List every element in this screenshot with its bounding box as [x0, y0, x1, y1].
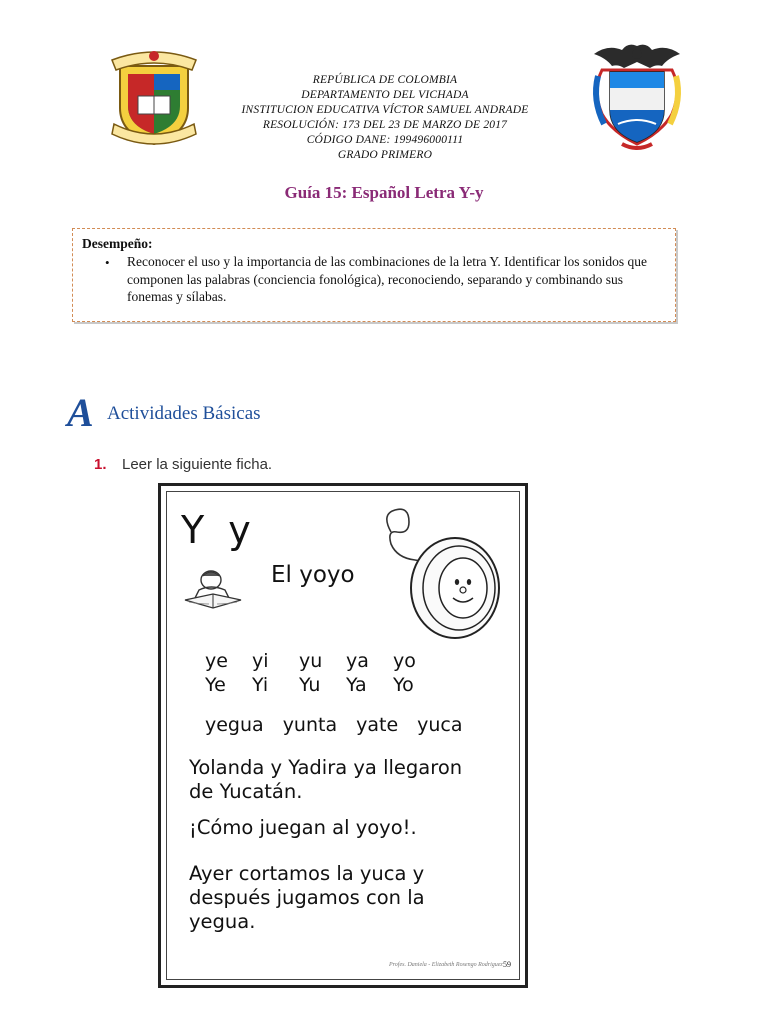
vocabulary-word: yegua: [205, 714, 264, 736]
card-sentence-2: ¡Cómo juegan al yoyo!.: [189, 816, 417, 839]
syllable: yu: [299, 650, 323, 672]
header-line-resolution: RESOLUCIÓN: 173 DEL 23 DE MARZO DE 2017: [262, 119, 508, 131]
guide-title: Guía 15: Español Letra Y-y: [284, 183, 484, 202]
card-sentence-1: Yolanda y Yadira ya llegaron de Yucatán.: [189, 756, 463, 803]
syllable: Yu: [299, 674, 321, 696]
header-line-department: DEPARTAMENTO DEL VICHADA: [301, 89, 469, 101]
header-line-country: REPÚBLICA DE COLOMBIA: [312, 74, 458, 86]
card-author-credit: Profes. Daniela - Elizabeth Rosengo Rodriguez: [389, 962, 503, 968]
performance-heading: Desempeño:: [82, 236, 153, 251]
vocabulary-word: yuca: [417, 714, 463, 736]
vocabulary-words-row: [205, 714, 463, 736]
header-line-dane-code: CÓDIGO DANE: 199496000111: [306, 134, 464, 146]
syllable: yi: [252, 650, 269, 672]
card-sentence-3: Ayer cortamos la yuca y después jugamos con la yegua.: [189, 862, 425, 933]
activity-text: Leer la siguiente ficha.: [122, 456, 273, 473]
syllable: Yi: [252, 674, 269, 696]
section-title: Actividades Básicas: [107, 403, 261, 424]
performance-text: Reconocer el uso y la importancia de las combinaciones de la letra Y. Identificar los sonidos que componen las palabras (conciencia fonológica), reconociendo, separando y combinando sus fonemas y sílabas.: [127, 254, 647, 304]
bullet-icon: •: [105, 255, 110, 270]
syllable: ya: [346, 650, 369, 672]
syllable: yo: [393, 650, 416, 672]
card-letters: Y y: [181, 508, 257, 552]
syllable: Yo: [393, 674, 414, 696]
card-page-number: 59: [503, 960, 511, 969]
syllable: Ye: [205, 674, 226, 696]
vocabulary-word: yate: [356, 714, 399, 736]
section-letter: A: [67, 390, 94, 435]
syllable: Ya: [346, 674, 367, 696]
institution-header: [230, 73, 540, 163]
performance-box: [72, 228, 676, 322]
card-title: El yoyo: [271, 562, 355, 588]
header-line-institution: INSTITUCION EDUCATIVA VÍCTOR SAMUEL ANDRADE: [241, 104, 529, 116]
yoyo-icon: [379, 504, 507, 644]
school-crest-icon: [108, 46, 200, 148]
header-line-grade: GRADO PRIMERO: [337, 149, 433, 161]
activity-number: 1.: [94, 456, 107, 473]
syllable: ye: [205, 650, 228, 672]
syllables-uppercase-row: [205, 674, 440, 696]
child-reading-icon: [179, 568, 247, 612]
colombia-coat-of-arms-icon: [588, 40, 686, 152]
syllables-lowercase-row: [205, 650, 440, 672]
vocabulary-word: yunta: [282, 714, 338, 736]
reading-card: [158, 483, 528, 988]
